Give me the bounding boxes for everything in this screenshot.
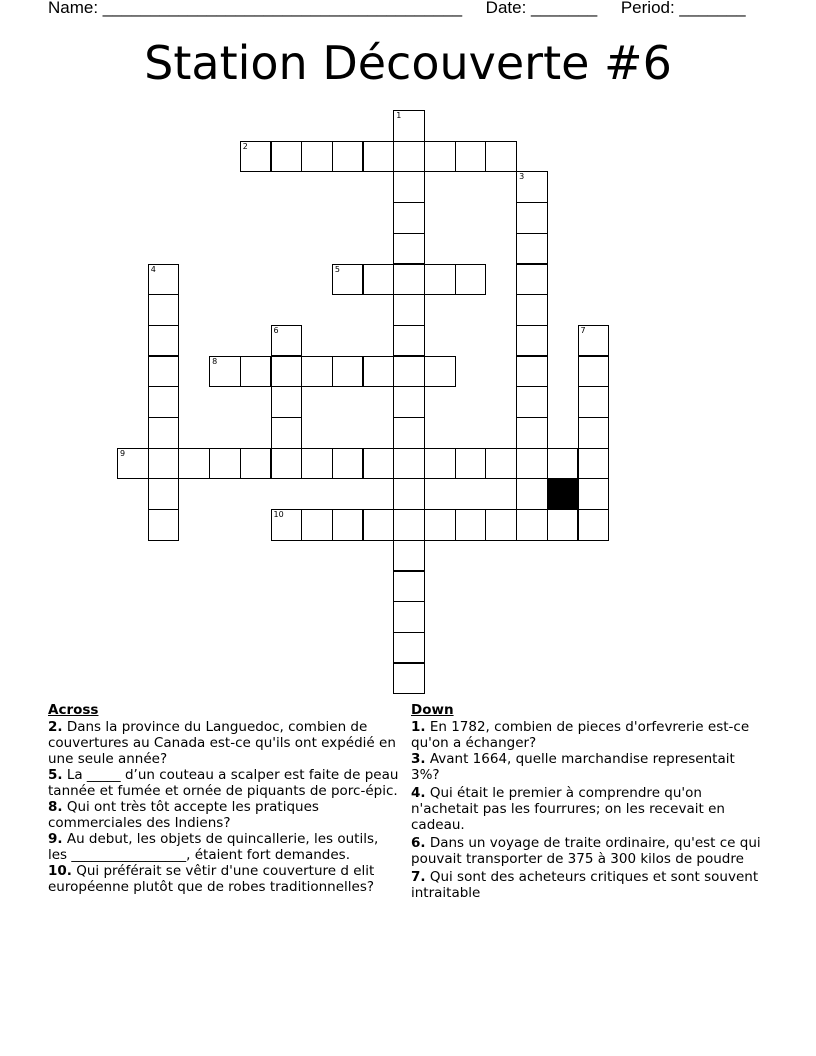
grid-cell[interactable] bbox=[578, 356, 610, 388]
clue-text: En 1782, combien de pieces d'orfevrerie est-ce qu'on a échanger? bbox=[411, 719, 750, 751]
grid-cell[interactable] bbox=[271, 509, 303, 541]
across-heading: Across bbox=[48, 702, 99, 718]
grid-cell[interactable] bbox=[393, 417, 425, 449]
clue-number-label: 5 bbox=[334, 264, 340, 274]
grid-cell[interactable] bbox=[148, 509, 180, 541]
grid-cell[interactable] bbox=[393, 325, 425, 357]
clue-number: 2. bbox=[48, 719, 63, 735]
grid-cell[interactable] bbox=[178, 448, 210, 480]
grid-cell[interactable] bbox=[148, 294, 180, 326]
grid-cell[interactable] bbox=[578, 478, 610, 510]
clue-number: 7. bbox=[411, 869, 426, 885]
grid-cell[interactable] bbox=[516, 202, 548, 234]
grid-cell[interactable] bbox=[455, 141, 487, 173]
down-heading: Down bbox=[411, 702, 454, 718]
grid-cell[interactable] bbox=[424, 448, 456, 480]
grid-cell[interactable] bbox=[424, 264, 456, 296]
grid-cell[interactable] bbox=[393, 386, 425, 418]
grid-cell[interactable] bbox=[516, 356, 548, 388]
clue-text: Qui ont très tôt accepte les pratiques commerciales des Indiens? bbox=[48, 799, 319, 831]
clue-text: Dans un voyage de traite ordinaire, qu'est ce qui pouvait transporter de 375 à 300 kilos de poudre bbox=[411, 835, 761, 867]
grid-cell[interactable] bbox=[363, 356, 395, 388]
grid-cell[interactable] bbox=[516, 417, 548, 449]
grid-cell[interactable] bbox=[455, 509, 487, 541]
grid-cell[interactable] bbox=[148, 356, 180, 388]
grid-cell[interactable] bbox=[393, 601, 425, 633]
grid-cell[interactable] bbox=[240, 448, 272, 480]
across-clue-list bbox=[48, 719, 400, 895]
clue-number-label: 3 bbox=[519, 172, 525, 182]
clue-text: Qui sont des acheteurs critiques et sont souvent intraitable bbox=[411, 869, 759, 901]
grid-cell[interactable] bbox=[455, 448, 487, 480]
grid-cell[interactable] bbox=[209, 356, 241, 388]
grid-cell[interactable] bbox=[516, 264, 548, 296]
grid-cell[interactable] bbox=[332, 356, 364, 388]
grid-cell[interactable] bbox=[578, 417, 610, 449]
clue-number-label: 9 bbox=[120, 448, 126, 458]
clue-number-label: 1 bbox=[396, 111, 402, 120]
across-clue-10 bbox=[48, 863, 400, 895]
page-title: Station Découverte #6 bbox=[144, 36, 672, 90]
grid-cell[interactable] bbox=[393, 663, 425, 695]
clue-text: Au debut, les objets de quincallerie, les outils, les _________________, étaient fort demandes. bbox=[48, 831, 379, 863]
grid-cell[interactable] bbox=[485, 448, 517, 480]
clue-text: Avant 1664, quelle marchandise representait 3%? bbox=[411, 751, 735, 783]
grid-cell[interactable] bbox=[271, 417, 303, 449]
grid-cell[interactable] bbox=[363, 509, 395, 541]
clue-number-label: 6 bbox=[273, 325, 279, 335]
grid-cell[interactable] bbox=[209, 448, 241, 480]
grid-cell[interactable] bbox=[332, 509, 364, 541]
grid-cell[interactable] bbox=[148, 478, 180, 510]
grid-cell[interactable] bbox=[393, 202, 425, 234]
clue-number: 8. bbox=[48, 799, 63, 815]
grid-cell[interactable] bbox=[393, 264, 425, 296]
grid-cell[interactable] bbox=[578, 325, 610, 357]
grid-cell[interactable] bbox=[148, 325, 180, 357]
down-clue-4 bbox=[411, 785, 767, 833]
clue-number-label: 4 bbox=[150, 264, 156, 274]
clue-number: 9. bbox=[48, 831, 63, 847]
grid-cell[interactable] bbox=[455, 264, 487, 296]
down-clue-1 bbox=[411, 719, 767, 751]
grid-cell[interactable] bbox=[424, 141, 456, 173]
clue-text: La _____ d’un couteau a scalper est faite de peau tannée et fumée et ornée de piquants de porc-épic. bbox=[48, 767, 399, 799]
down-clue-3 bbox=[411, 751, 767, 783]
clue-number: 5. bbox=[48, 767, 63, 783]
grid-cell[interactable] bbox=[148, 448, 180, 480]
grid-cell[interactable] bbox=[516, 478, 548, 510]
grid-cell[interactable] bbox=[363, 141, 395, 173]
grid-cell[interactable] bbox=[301, 448, 333, 480]
grid-cell[interactable] bbox=[271, 386, 303, 418]
grid-cell[interactable] bbox=[393, 540, 425, 572]
grid-cell[interactable] bbox=[516, 294, 548, 326]
grid-cell[interactable] bbox=[271, 325, 303, 357]
grid-cell[interactable] bbox=[393, 571, 425, 603]
grid-cell[interactable] bbox=[578, 509, 610, 541]
grid-cell[interactable] bbox=[516, 171, 548, 203]
grid-cell[interactable] bbox=[301, 356, 333, 388]
grid-cell[interactable] bbox=[148, 386, 180, 418]
clue-text: Dans la province du Languedoc, combien de couvertures au Canada est-ce qu'ils ont expédié en une seule année? bbox=[48, 719, 396, 767]
clue-text: Qui était le premier à comprendre qu'on n'achetait pas les fourrures; on les recevait en cadeau. bbox=[411, 785, 725, 833]
grid-cell[interactable] bbox=[363, 448, 395, 480]
grid-cell[interactable] bbox=[393, 448, 425, 480]
grid-cell[interactable] bbox=[393, 478, 425, 510]
grid-cell[interactable] bbox=[516, 325, 548, 357]
grid-cell[interactable] bbox=[271, 356, 303, 388]
grid-cell[interactable] bbox=[240, 356, 272, 388]
across-clue-9 bbox=[48, 831, 400, 863]
clue-number: 6. bbox=[411, 835, 426, 851]
grid-cell[interactable] bbox=[485, 141, 517, 173]
clue-text: Qui préférait se vêtir d'une couverture d elit européenne plutôt que de robes traditionnelles? bbox=[48, 863, 375, 895]
grid-cell[interactable] bbox=[547, 448, 579, 480]
grid-cell[interactable] bbox=[332, 264, 364, 296]
across-clue-5 bbox=[48, 767, 400, 799]
grid-cell[interactable] bbox=[516, 448, 548, 480]
grid-cell[interactable] bbox=[393, 632, 425, 664]
clue-number-label: 7 bbox=[580, 325, 586, 335]
down-clue-7 bbox=[411, 869, 767, 901]
grid-cell[interactable] bbox=[117, 448, 149, 480]
clue-number-label: 2 bbox=[242, 141, 248, 151]
down-clues bbox=[411, 702, 767, 901]
grid-cell[interactable] bbox=[271, 141, 303, 173]
clue-number: 1. bbox=[411, 719, 426, 735]
across-clues bbox=[48, 702, 400, 895]
grid-cell[interactable] bbox=[485, 509, 517, 541]
grid-cell[interactable] bbox=[301, 509, 333, 541]
grid-cell[interactable] bbox=[516, 386, 548, 418]
clue-number-label: 10 bbox=[273, 510, 284, 520]
grid-cell[interactable] bbox=[516, 509, 548, 541]
grid-cell[interactable] bbox=[332, 448, 364, 480]
grid-cell[interactable] bbox=[393, 141, 425, 173]
clue-number: 4. bbox=[411, 785, 426, 801]
name-date-period-line: Name: ______________________________________ Date: _______ Period: _______ bbox=[48, 0, 746, 17]
grid-cell[interactable] bbox=[301, 141, 333, 173]
grid-cell[interactable] bbox=[271, 448, 303, 480]
grid-cell[interactable] bbox=[547, 509, 579, 541]
grid-cell[interactable] bbox=[240, 141, 272, 173]
down-clue-6 bbox=[411, 835, 767, 867]
down-clue-list bbox=[411, 719, 767, 901]
clue-number: 10. bbox=[48, 863, 72, 879]
grid-cell[interactable] bbox=[393, 110, 425, 142]
black-square bbox=[547, 478, 579, 510]
grid-cell[interactable] bbox=[148, 417, 180, 449]
across-clue-8 bbox=[48, 799, 400, 831]
grid-cell[interactable] bbox=[578, 386, 610, 418]
grid-cell[interactable] bbox=[516, 233, 548, 265]
clue-number-label: 8 bbox=[212, 356, 218, 366]
grid-cell[interactable] bbox=[148, 264, 180, 296]
clue-number: 3. bbox=[411, 751, 426, 767]
grid-cell[interactable] bbox=[424, 356, 456, 388]
grid-cell[interactable] bbox=[424, 509, 456, 541]
grid-cell[interactable] bbox=[578, 448, 610, 480]
grid-cell[interactable] bbox=[393, 294, 425, 326]
grid-cell[interactable] bbox=[393, 509, 425, 541]
grid-cell[interactable] bbox=[332, 141, 364, 173]
grid-cell[interactable] bbox=[363, 264, 395, 296]
across-clue-2 bbox=[48, 719, 400, 767]
grid-cell[interactable] bbox=[393, 233, 425, 265]
grid-cell[interactable] bbox=[393, 171, 425, 203]
grid-cell[interactable] bbox=[393, 356, 425, 388]
